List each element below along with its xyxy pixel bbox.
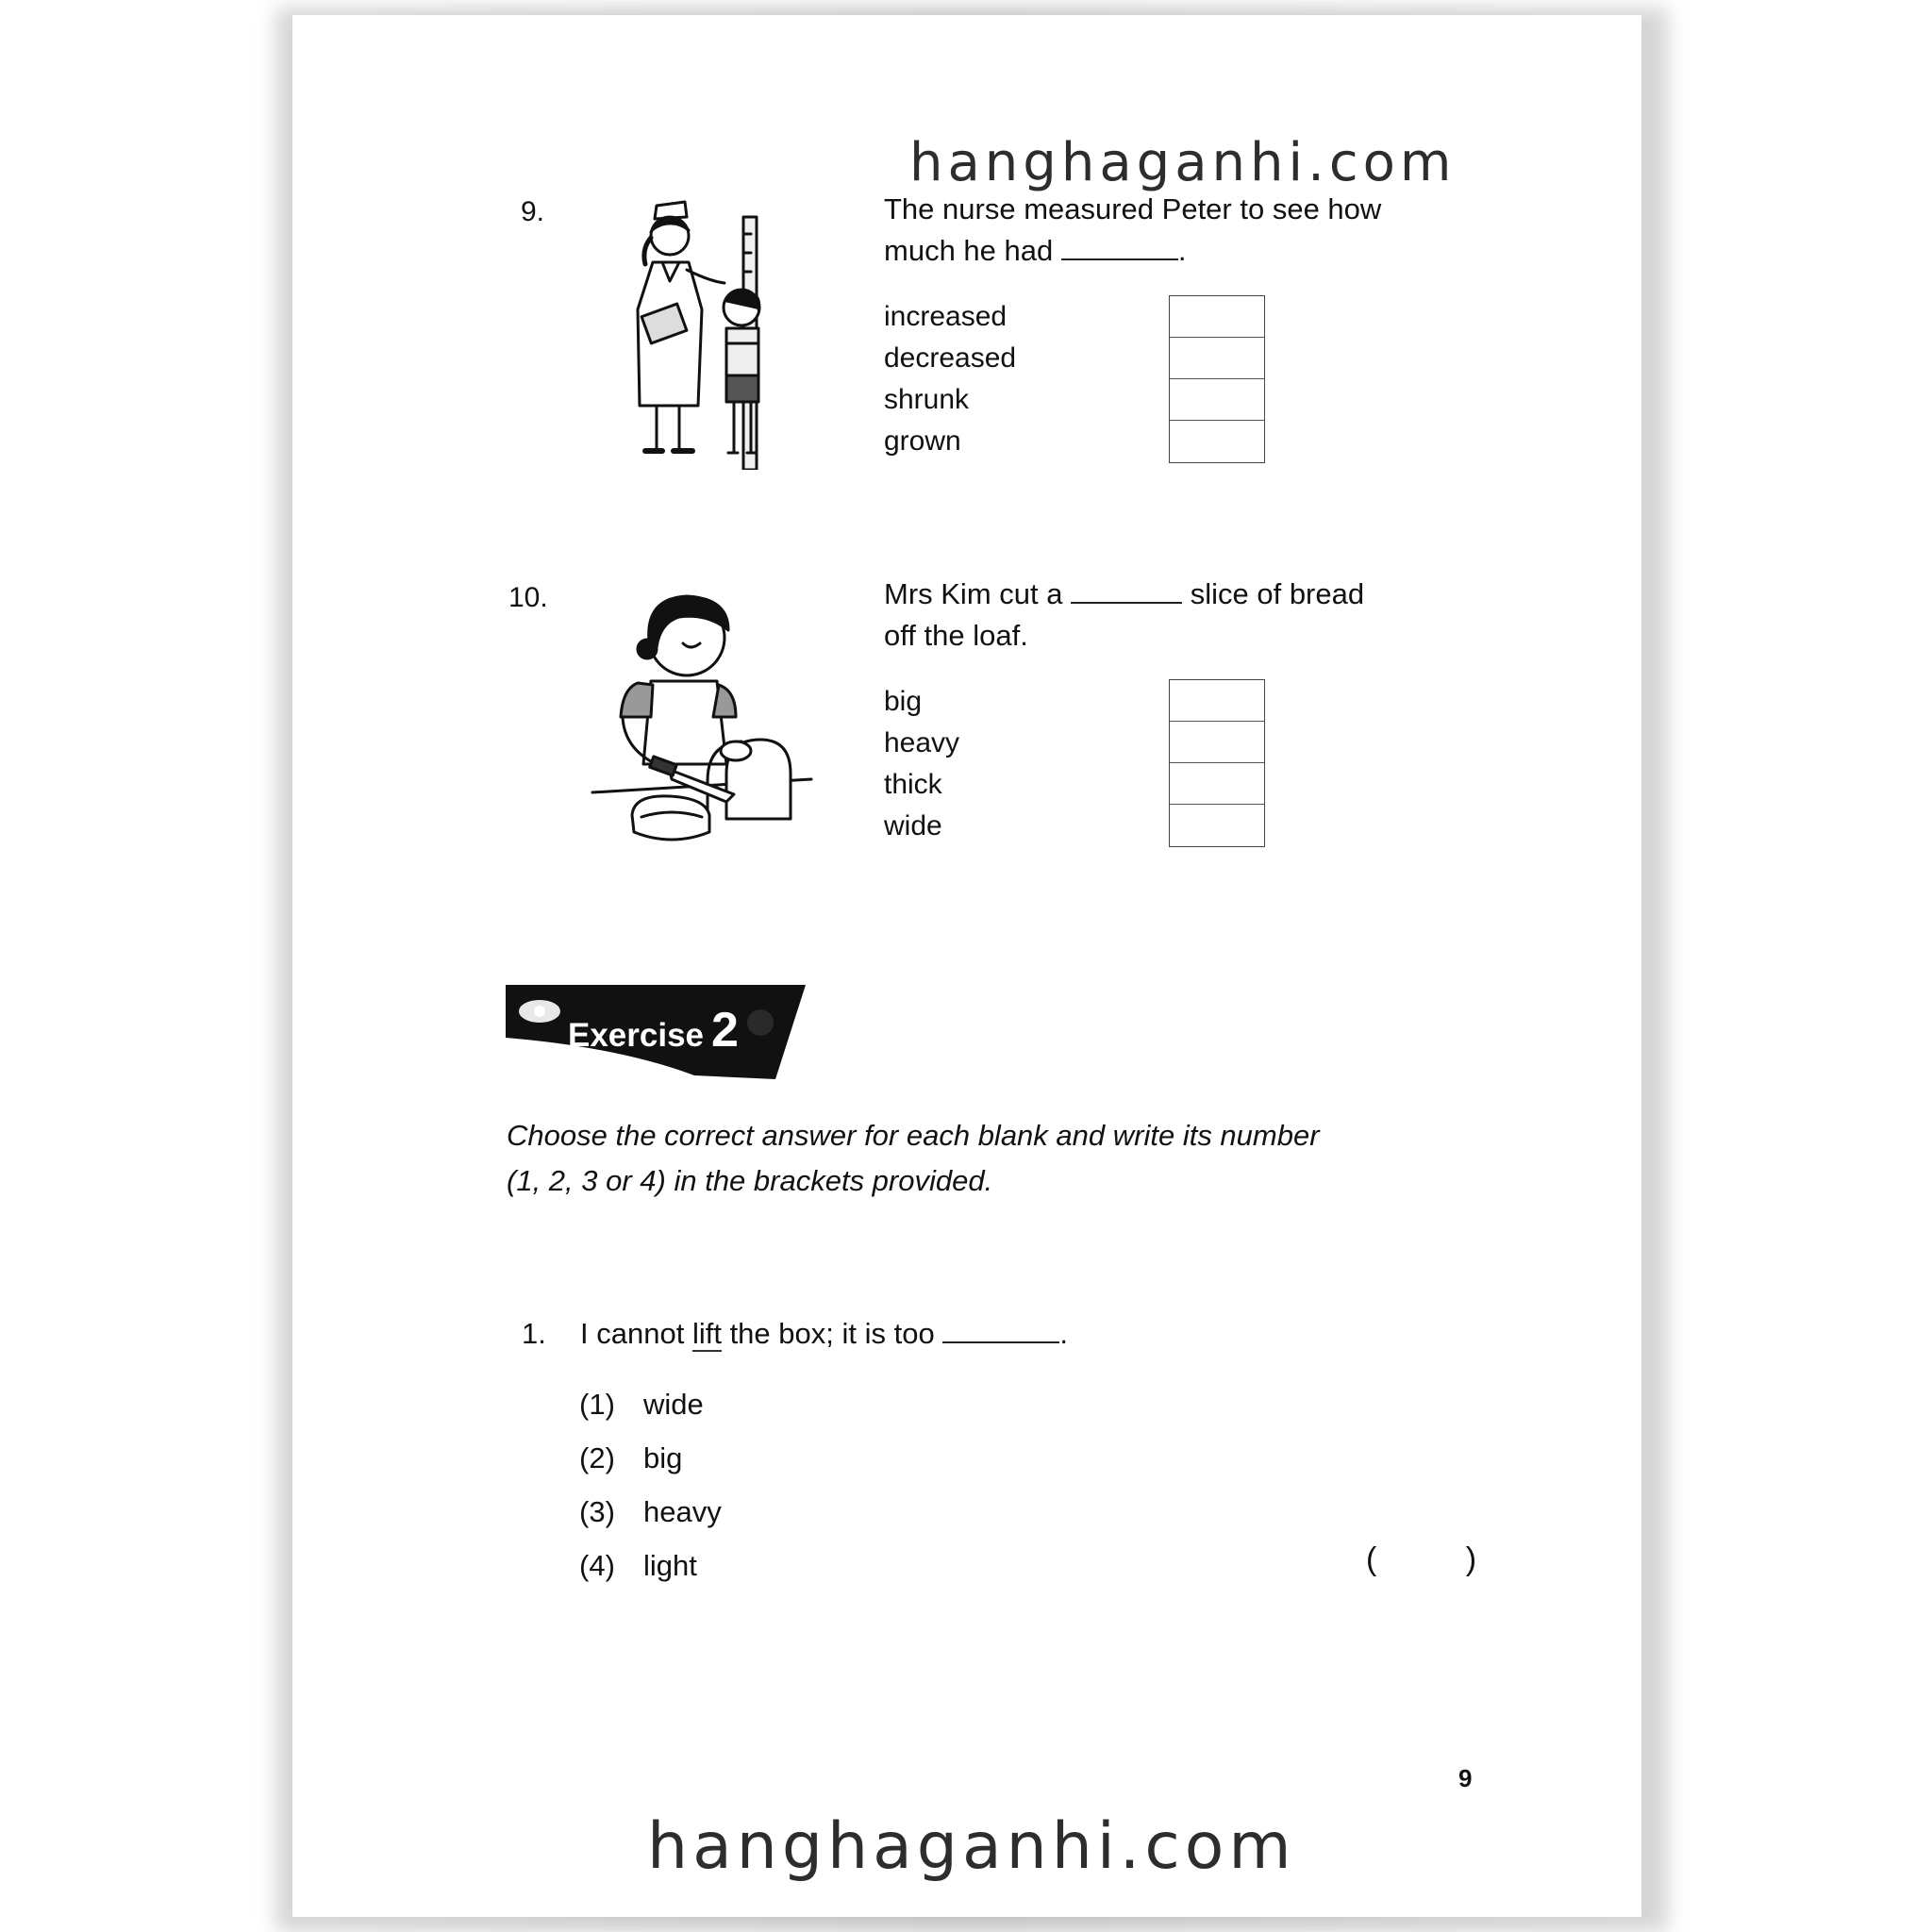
nurse-measuring-boy-illustration xyxy=(604,196,792,470)
answer-checkbox[interactable] xyxy=(1170,338,1264,379)
exercise-option-4 xyxy=(579,1539,722,1592)
answer-checkbox[interactable] xyxy=(1170,421,1264,462)
exercise-title xyxy=(568,1002,739,1058)
option-number: (3) xyxy=(579,1495,615,1528)
question-9-number: 9. xyxy=(521,196,545,227)
question-9-line2 xyxy=(884,230,1381,272)
exercise-question-number: 1. xyxy=(522,1317,546,1350)
question-10-option: thick xyxy=(884,769,942,800)
question-9-blank xyxy=(1061,234,1178,260)
question-10-line2: off the loaf. xyxy=(884,619,1028,652)
question-10-blank xyxy=(1071,577,1182,604)
question-10-option: heavy xyxy=(884,727,960,758)
exercise-option-1 xyxy=(579,1377,722,1431)
woman-cutting-bread-illustration xyxy=(585,585,821,849)
exercise-question-text-after: the box; it is too xyxy=(729,1317,935,1350)
question-9-option: increased xyxy=(884,301,1008,332)
option-label: heavy xyxy=(643,1495,722,1528)
option-number: (2) xyxy=(579,1441,615,1474)
question-10-line1 xyxy=(884,574,1364,615)
question-9-options xyxy=(884,296,1016,462)
question-9-end: . xyxy=(1177,234,1187,267)
answer-checkbox[interactable] xyxy=(1170,805,1264,846)
question-9-option: decreased xyxy=(884,342,1017,374)
exercise-option-3 xyxy=(579,1485,722,1539)
question-10-line1-after: slice of bread xyxy=(1190,577,1365,610)
option-label: wide xyxy=(643,1388,704,1421)
exercise-question-underlined-word: lift xyxy=(691,1317,722,1350)
answer-brackets[interactable]: ( ) xyxy=(1366,1541,1477,1577)
question-9-line1: The nurse measured Peter to see how xyxy=(884,192,1382,225)
exercise-instructions xyxy=(507,1113,1320,1204)
question-9-option: shrunk xyxy=(884,384,970,415)
exercise-question-1 xyxy=(522,1317,1068,1351)
option-number: (1) xyxy=(579,1388,615,1421)
option-number: (4) xyxy=(579,1549,615,1582)
answer-checkbox[interactable] xyxy=(1170,763,1264,805)
question-9-text xyxy=(884,189,1381,272)
question-10-option: big xyxy=(884,686,923,717)
option-label: light xyxy=(643,1549,697,1582)
exercise-question-blank xyxy=(942,1321,1059,1343)
question-10-line1-before: Mrs Kim cut a xyxy=(884,577,1063,610)
exercise-number: 2 xyxy=(711,1003,739,1058)
answer-checkbox[interactable] xyxy=(1170,680,1264,722)
answer-checkbox[interactable] xyxy=(1170,379,1264,421)
question-10-options xyxy=(884,681,959,847)
watermark-top: hanghaganhi.com xyxy=(909,132,1457,193)
question-9-answer-boxes xyxy=(1169,295,1265,463)
watermark-bottom: hanghaganhi.com xyxy=(647,1809,1296,1884)
question-9-line2-text: much he had xyxy=(884,234,1054,267)
exercise-question-options xyxy=(579,1377,722,1592)
exercise-label: Exercise xyxy=(568,1017,705,1054)
question-10-option: wide xyxy=(884,810,942,841)
question-10-answer-boxes xyxy=(1169,679,1265,847)
question-9-option: grown xyxy=(884,425,961,457)
question-10-text xyxy=(884,574,1364,657)
question-10-number: 10. xyxy=(508,582,548,613)
instruction-line-2: (1, 2, 3 or 4) in the brackets provided. xyxy=(507,1164,993,1197)
page-number: 9 xyxy=(1458,1764,1473,1792)
answer-checkbox[interactable] xyxy=(1170,296,1264,338)
instruction-line-1: Choose the correct answer for each blank and write its number xyxy=(507,1119,1320,1152)
answer-checkbox[interactable] xyxy=(1170,722,1264,763)
option-label: big xyxy=(643,1441,683,1474)
exercise-question-text-before: I cannot xyxy=(580,1317,685,1350)
exercise-question-end: . xyxy=(1059,1317,1068,1350)
exercise-option-2 xyxy=(579,1431,722,1485)
